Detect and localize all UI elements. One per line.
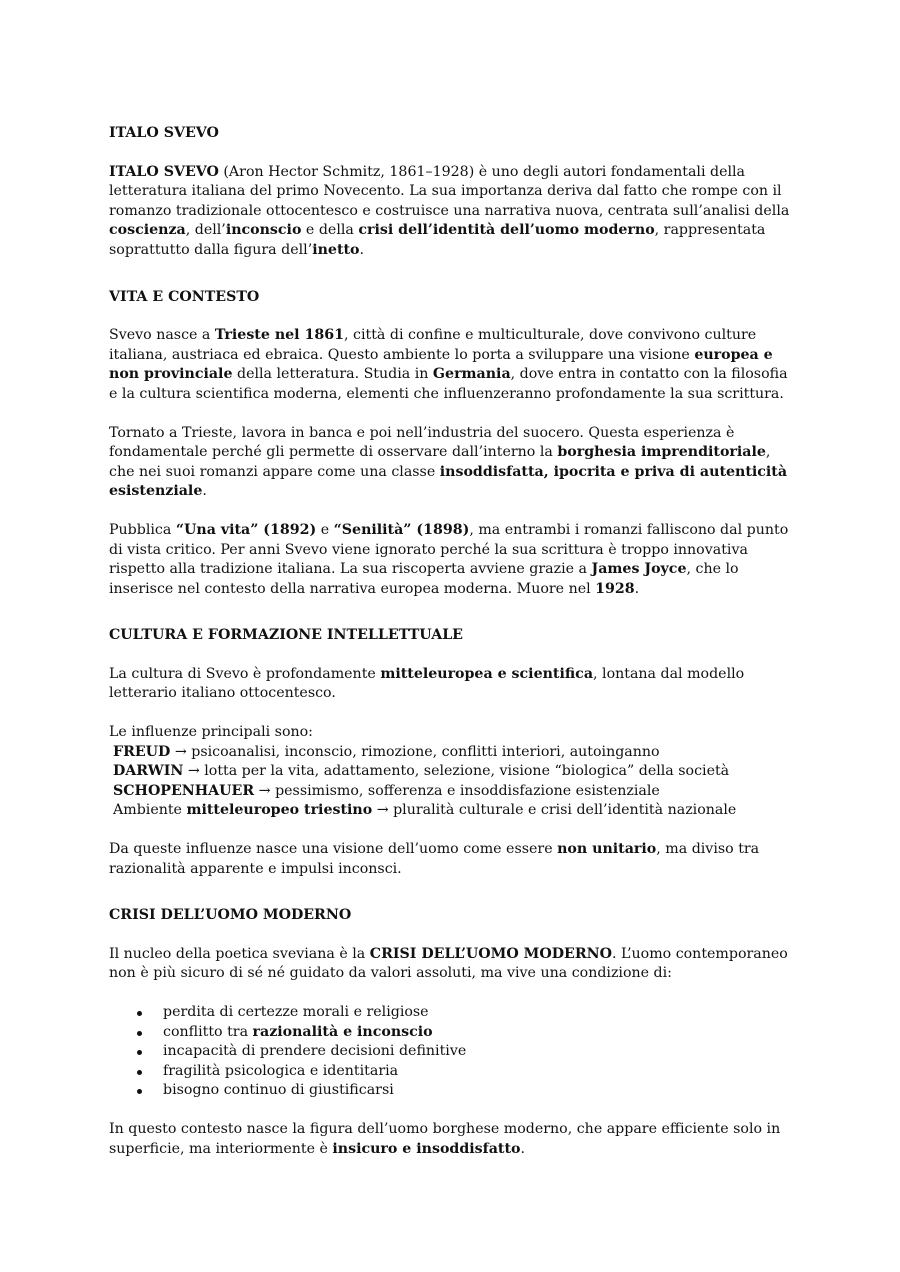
intro-paragraph: [109, 163, 800, 261]
text-run: .: [634, 580, 640, 597]
text-run: , ma entrambi i romanzi falliscono dal punto di vista critico. Per anni Svevo viene ignorato perché la sua scrittura è troppo innovativa rispetto alla tradizione italiana. La sua riscoperta avviene grazie a: [109, 521, 789, 578]
text-run: → pessimismo, sofferenza e insoddisfazione esistenziale: [254, 782, 660, 799]
bold-run: borghesia imprenditoriale: [557, 444, 766, 461]
bold-run: “Senilità” (1898): [333, 521, 470, 538]
cultura-paragraph-1: [109, 665, 800, 704]
crisi-bullet-list: [109, 1003, 800, 1101]
bold-run: inetto: [312, 241, 360, 258]
bold-run: insicuro e insoddisfatto: [332, 1140, 521, 1157]
influences-list: [109, 723, 800, 821]
text-run: Pubblica: [109, 521, 176, 538]
list-item: [137, 1081, 800, 1101]
text-run: Da queste influenze nasce una visione dell’uomo come essere: [109, 841, 558, 858]
text-run: della letteratura. Studia in: [232, 366, 433, 383]
bold-run: SCHOPENHAUER: [113, 782, 255, 799]
text-run: (Aron Hector Schmitz, 1861–1928) è uno degli autori fondamentali della letteratura italiana del primo Novecento. La sua importanza deriva dal fatto che rompe con il romanzo tradizionale ottocentesco e costruisce una narrativa nuova, centrata sull’analisi della: [109, 163, 790, 219]
text-run: incapacità di prendere decisioni definitive: [163, 1043, 467, 1060]
bold-run: insoddisfatta, ipocrita e priva di autenticità esistenziale: [109, 463, 788, 500]
text-run: conflitto tra: [163, 1023, 253, 1040]
text-run: .: [520, 1140, 526, 1157]
text-run: , dell’: [185, 222, 226, 239]
text-run: bisogno continuo di giustificarsi: [163, 1082, 394, 1099]
text-run: , dove entra in contatto con la filosofia e la cultura scientifica moderna, elementi che influenzeranno profondamente la sua scrittura.: [109, 366, 788, 402]
list-item: [137, 1023, 800, 1043]
crisi-paragraph-2: [109, 1120, 800, 1159]
text-run: .: [202, 483, 207, 500]
vita-paragraph-2: [109, 424, 800, 502]
bold-run: 1928: [595, 580, 635, 597]
text-run: Ambiente: [113, 802, 187, 819]
list-item: [137, 1042, 800, 1062]
bold-run: razionalità e inconscio: [252, 1023, 433, 1040]
bold-run: James Joyce: [591, 561, 687, 578]
vita-paragraph-1: [109, 326, 800, 404]
influence-item: [109, 743, 800, 763]
section-heading-crisi: CRISI DELL’UOMO MODERNO: [109, 907, 352, 924]
bold-run: FREUD: [113, 743, 171, 760]
influence-item: [109, 801, 800, 821]
text-run: Il nucleo della poetica sveviana è la: [109, 945, 370, 962]
vita-paragraph-3: [109, 521, 800, 599]
text-run: , rappresentata soprattutto dalla figura dell’: [109, 222, 766, 258]
text-run: , lontana dal modello letterario italiano ottocentesco.: [109, 665, 745, 702]
text-run: fragilità psicologica e identitaria: [163, 1062, 399, 1079]
text-run: Tornato a Trieste, lavora in banca e poi nell’industria del suocero. Questa esperienza è fondamentale perché gli permette di osservare dall’interno la: [109, 424, 735, 461]
list-item: [137, 1003, 800, 1023]
influences-intro: Le influenze principali sono:: [109, 724, 313, 741]
influence-item: [109, 762, 800, 782]
bold-run: mitteleuropea e scientifica: [380, 665, 594, 682]
bold-run: non unitario: [557, 841, 657, 858]
intro-author-name: ITALO SVEVO: [109, 163, 219, 180]
text-run: perdita di certezze morali e religiose: [163, 1004, 429, 1020]
bold-run: Trieste nel 1861: [214, 327, 344, 344]
bold-run: crisi dell’identità dell’uomo moderno: [358, 222, 655, 239]
list-item: [137, 1062, 800, 1082]
bold-run: inconscio: [225, 222, 302, 239]
bold-run: coscienza: [109, 222, 186, 239]
bold-run: CRISI DELL’UOMO MODERNO: [369, 945, 612, 962]
text-run: , città di confine e multiculturale, dove convivono culture italiana, austriaca ed ebraica. Questo ambiente lo porta a sviluppare una visione: [109, 327, 757, 363]
text-run: → lotta per la vita, adattamento, selezione, visione “biologica” della società: [183, 763, 730, 780]
text-run: → pluralità culturale e crisi dell’identità nazionale: [372, 802, 737, 819]
text-run: e: [316, 521, 334, 538]
text-run: , che nei suoi romanzi appare come una classe: [109, 444, 771, 480]
bold-run: mitteleuropeo triestino: [186, 802, 373, 819]
section-heading-vita: VITA E CONTESTO: [109, 288, 260, 305]
text-run: e della: [301, 222, 359, 239]
text-run: . L’uomo contemporaneo non è più sicuro di sé né guidato da valori assoluti, ma vive una condizione di:: [109, 945, 788, 982]
text-run: Svevo nasce a: [109, 327, 215, 344]
influence-item: [109, 782, 800, 802]
text-run: , che lo inserisce nel contesto della narrativa europea moderna. Muore nel: [109, 561, 739, 597]
cultura-paragraph-2: [109, 840, 800, 879]
text-run: La cultura di Svevo è profondamente: [109, 665, 381, 682]
document-title: ITALO SVEVO: [109, 125, 219, 141]
section-heading-cultura: CULTURA E FORMAZIONE INTELLETTUALE: [109, 627, 463, 644]
bold-run: DARWIN: [113, 763, 184, 780]
text-run: In questo contesto nasce la figura dell’uomo borghese moderno, che appare efficiente solo in superficie, ma interiormente è: [109, 1120, 781, 1157]
text-run: .: [359, 241, 365, 258]
bold-run: “Una vita” (1892): [175, 521, 317, 538]
text-run: , ma diviso tra razionalità apparente e impulsi inconsci.: [109, 841, 760, 877]
text-run: → psicoanalisi, inconscio, rimozione, conflitti interiori, autoinganno: [170, 743, 660, 760]
bold-run: Germania: [432, 366, 511, 383]
crisi-paragraph-1: [109, 945, 800, 984]
bold-run: europea e non provinciale: [109, 346, 773, 383]
